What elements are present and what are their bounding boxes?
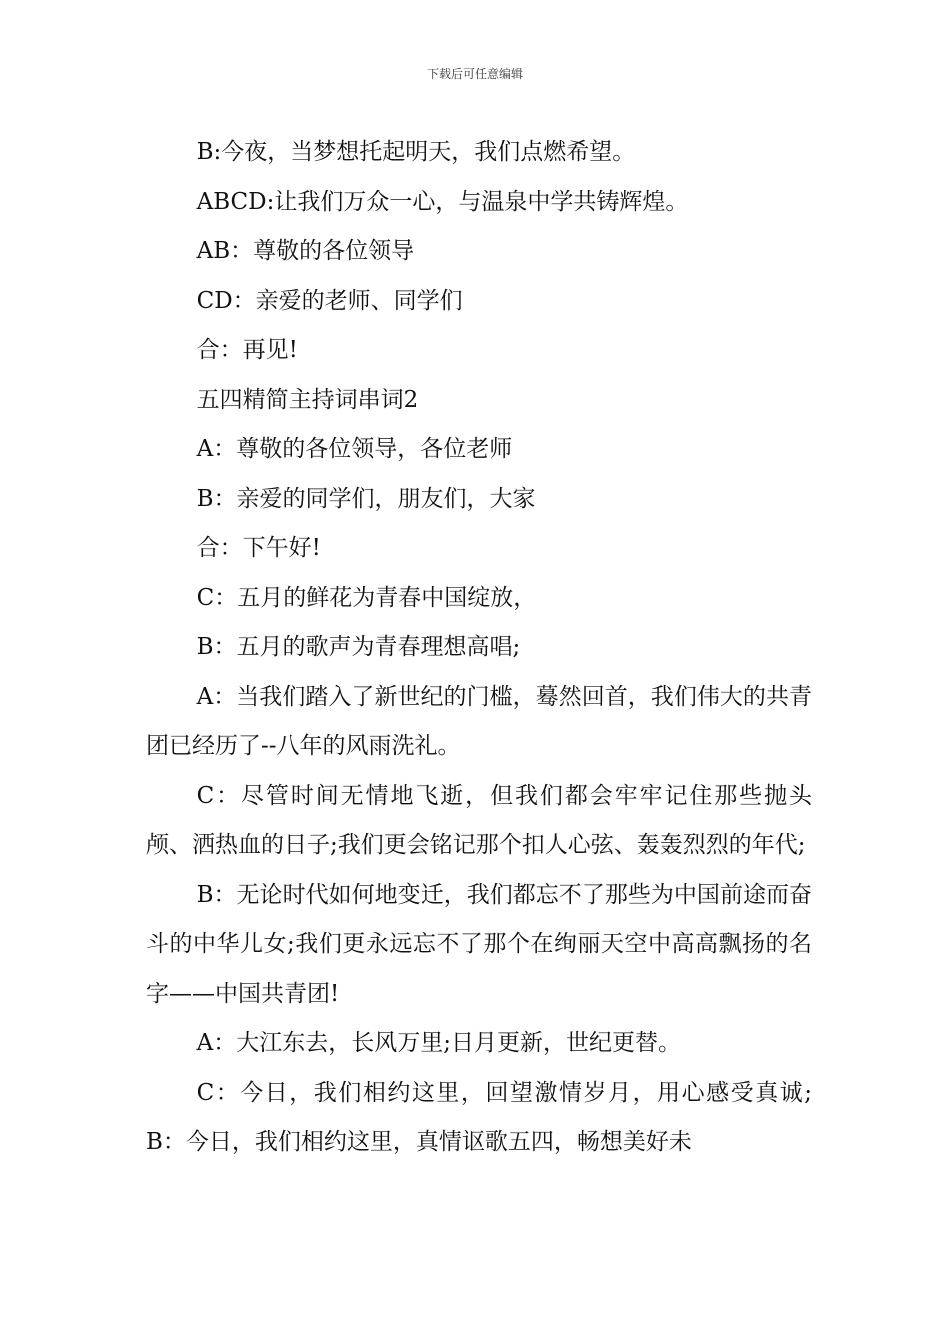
paragraph: A：当我们踏入了新世纪的门槛，蓦然回首，我们伟大的共青团已经历了--八年的风雨洗礼。: [146, 683, 812, 759]
paragraph: C：今日，我们相约这里，回望激情岁月，用心感受真诚;B：今日，我们相约这里，真情讴歌五四，畅想美好未: [146, 1079, 812, 1155]
paragraph: B：无论时代如何地变迁，我们都忘不了那些为中国前途而奋斗的中华儿女;我们更永远忘不了那个在绚丽天空中高高飘扬的名字——中国共青团!: [146, 881, 812, 1007]
paragraph: C：尽管时间无情地飞逝，但我们都会牢牢记住那些抛头颅、洒热血的日子;我们更会铭记那个扣人心弦、轰轰烈烈的年代;: [146, 782, 812, 858]
section-title: 五四精简主持词串词2: [196, 386, 419, 413]
paragraph: A：大江东去，长风万里;日月更新，世纪更替。: [196, 1030, 681, 1056]
document-body: [146, 128, 812, 1168]
paragraph: C：五月的鲜花为青春中国绽放，: [196, 584, 537, 611]
page-header: 下载后可任意编辑: [426, 67, 523, 81]
paragraph: ABCD:让我们万众一心，与温泉中学共铸辉煌。: [196, 188, 689, 215]
paragraph: B：亲爱的同学们，朋友们，大家: [196, 485, 536, 512]
paragraph: CD：亲爱的老师、同学们: [196, 287, 463, 314]
paragraph: B:今夜，当梦想托起明天，我们点燃希望。: [196, 139, 636, 165]
paragraph: 合：再见!: [196, 337, 298, 363]
paragraph: AB：尊敬的各位领导: [196, 238, 415, 264]
paragraph: A：尊敬的各位领导，各位老师: [196, 436, 513, 462]
paragraph: B：五月的歌声为青春理想高唱;: [196, 634, 521, 660]
paragraph: 合：下午好!: [196, 535, 321, 561]
